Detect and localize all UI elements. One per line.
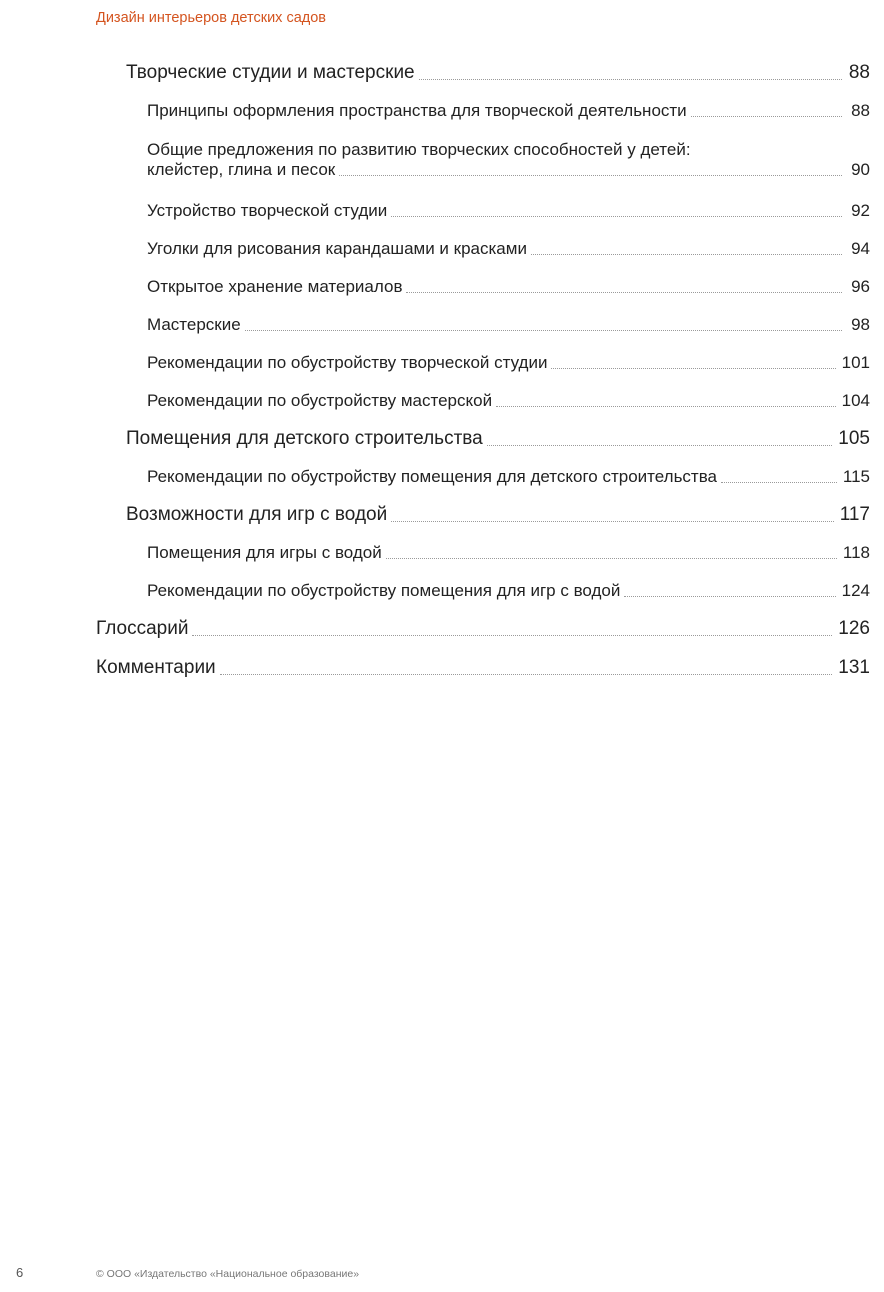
- toc-entry-page: 94: [851, 239, 870, 258]
- toc-leader-dots: [624, 595, 835, 597]
- toc-leader-dots: [419, 78, 842, 80]
- toc-leader-dots: [551, 367, 835, 369]
- toc-entry-title-line1: Общие предложения по развитию творческих способностей у детей:: [147, 140, 691, 159]
- toc-entry-page: 104: [841, 391, 870, 410]
- toc-entry-title: Устройство творческой студии: [147, 201, 388, 220]
- toc-entry-title: Помещения для игры с водой: [147, 543, 382, 562]
- toc-entry-page: 118: [842, 543, 870, 562]
- toc-leader-dots: [691, 115, 842, 117]
- toc-entry-page: 92: [851, 201, 870, 220]
- toc-entry-title: Рекомендации по обустройству помещения для игр с водой: [147, 581, 621, 600]
- toc-entry[interactable]: [147, 581, 870, 601]
- toc-entry[interactable]: [147, 353, 870, 373]
- toc-entry[interactable]: [126, 62, 870, 84]
- toc-leader-dots: [245, 329, 842, 331]
- toc-entry[interactable]: [147, 201, 870, 221]
- toc-entry[interactable]: [147, 543, 870, 563]
- toc-entry-title: Возможности для игр с водой: [126, 504, 388, 525]
- toc-leader-dots: [391, 520, 833, 522]
- toc-entry-page: 98: [851, 315, 870, 334]
- toc-entry[interactable]: [147, 140, 870, 180]
- toc-entry-title: Глоссарий: [96, 618, 189, 639]
- copyright-notice: © ООО «Издательство «Национальное образование»: [96, 1268, 360, 1280]
- toc-entry-title: Рекомендации по обустройству мастерской: [147, 391, 493, 410]
- toc-entry-page: 90: [851, 160, 870, 179]
- toc-leader-dots: [721, 481, 837, 483]
- toc-leader-dots: [531, 253, 842, 255]
- toc-leader-dots: [391, 215, 842, 217]
- toc-leader-dots: [496, 405, 836, 407]
- toc-leader-dots: [192, 634, 832, 636]
- toc-entry[interactable]: [147, 239, 870, 259]
- toc-entry[interactable]: [147, 391, 870, 411]
- toc-entry-title: Рекомендации по обустройству помещения для детского строительства: [147, 467, 718, 486]
- toc-entry[interactable]: [147, 467, 870, 487]
- page-number: 6: [16, 1265, 24, 1280]
- toc-entry-page: 88: [851, 101, 870, 120]
- toc-entry-page: 117: [839, 504, 870, 525]
- toc-entry-title: Комментарии: [96, 657, 216, 678]
- toc-entry-title: Помещения для детского строительства: [126, 428, 483, 449]
- toc-entry-page: 105: [838, 428, 870, 449]
- toc-entry-title: Рекомендации по обустройству творческой студии: [147, 353, 548, 372]
- toc-entry[interactable]: [126, 428, 870, 450]
- toc-leader-dots: [487, 444, 833, 446]
- toc-entry[interactable]: [147, 277, 870, 297]
- toc-entry[interactable]: [96, 657, 870, 679]
- toc-leader-dots: [339, 174, 842, 176]
- toc-entry-title-line2: клейстер, глина и песок: [147, 160, 336, 179]
- toc-entry[interactable]: [147, 315, 870, 335]
- toc-entry-page: 115: [842, 467, 870, 486]
- toc-entry[interactable]: [126, 504, 870, 526]
- toc-entry-title: Творческие студии и мастерские: [126, 62, 415, 83]
- running-head: Дизайн интерьеров детских садов: [96, 10, 326, 26]
- toc-leader-dots: [386, 557, 837, 559]
- toc-entry-title: Уголки для рисования карандашами и красками: [147, 239, 527, 258]
- toc-entry-page: 131: [838, 657, 870, 678]
- toc-entry-page: 96: [851, 277, 870, 296]
- toc-entry-page: 88: [848, 62, 870, 83]
- toc-leader-dots: [220, 673, 833, 675]
- toc-entry-title: Принципы оформления пространства для творческой деятельности: [147, 101, 687, 120]
- toc-leader-dots: [406, 291, 842, 293]
- toc-entry[interactable]: [96, 618, 870, 640]
- toc-entry-title: Открытое хранение материалов: [147, 277, 403, 296]
- toc-entry[interactable]: [147, 101, 870, 121]
- toc-entry-page: 101: [841, 353, 870, 372]
- toc-entry-title: Мастерские: [147, 315, 241, 334]
- toc-entry-page: 124: [841, 581, 870, 600]
- toc-entry-page: 126: [838, 618, 870, 639]
